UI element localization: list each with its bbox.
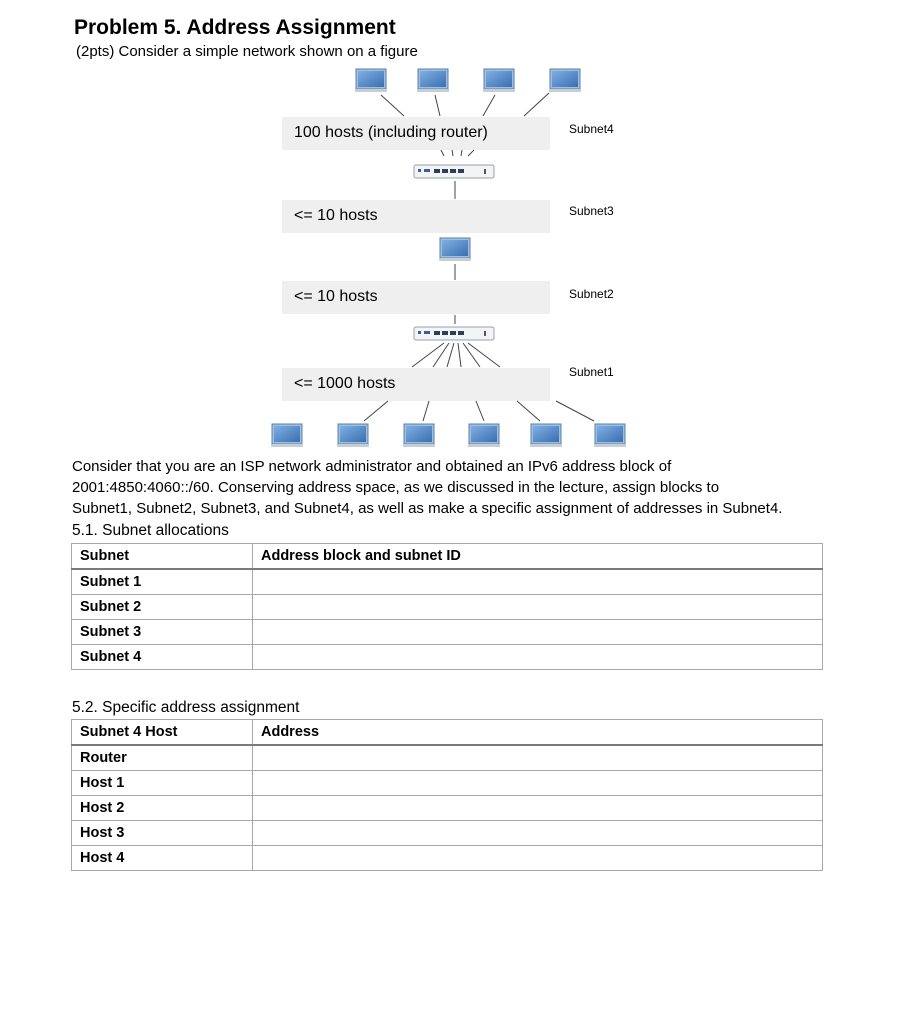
laptop-icon [403,424,435,447]
table-row [72,771,823,796]
subnet-allocations-table [71,543,823,670]
problem-intro: (2pts) Consider a simple network shown on a figure [76,43,418,60]
answer-cell[interactable] [253,595,823,620]
section-heading-specific-assignment: 5.2. Specific address assignment [72,699,300,716]
subnet4-hosts-label: 100 hosts (including router) [294,124,488,141]
row-label: Subnet 2 [72,595,253,620]
answer-cell[interactable] [253,620,823,645]
answer-cell[interactable] [253,745,823,771]
table-row [72,821,823,846]
section-heading-subnet-allocations: 5.1. Subnet allocations [72,522,229,539]
laptop-icon [594,424,626,447]
table-row [72,620,823,645]
table-header-row [72,720,823,746]
table-header-row [72,544,823,570]
laptop-icon [271,424,303,447]
row-label: Host 3 [72,821,253,846]
laptop-icon [337,424,369,447]
row-label: Subnet 1 [72,569,253,595]
subnet3-tag: Subnet3 [569,204,614,218]
laptop-icon [417,69,449,92]
answer-cell[interactable] [253,569,823,595]
row-label: Host 2 [72,796,253,821]
column-header: Subnet 4 Host [72,720,253,746]
laptop-icon [483,69,515,92]
router-icon [414,327,494,340]
laptop-icon [530,424,562,447]
diagram-svg [0,0,903,460]
subnet2-hosts-label: <= 10 hosts [294,288,378,305]
subnet2-tag: Subnet2 [569,287,614,301]
description-line: 2001:4850:4060::/60. Conserving address space, as we discussed in the lecture, assign blocks to [72,479,720,496]
row-label: Host 1 [72,771,253,796]
description-line: Subnet1, Subnet2, Subnet3, and Subnet4, as well as make a specific assignment of addresses in Subnet4. [72,500,783,517]
problem-description [72,456,852,519]
subnet1-hosts-label: <= 1000 hosts [294,375,396,392]
row-label: Subnet 4 [72,645,253,670]
answer-cell[interactable] [253,771,823,796]
subnet3-hosts-label: <= 10 hosts [294,207,378,224]
laptop-icon [549,69,581,92]
row-label: Router [72,745,253,771]
answer-cell[interactable] [253,796,823,821]
table-row [72,645,823,670]
router-icon [414,165,494,178]
subnet1-tag: Subnet1 [569,365,614,379]
table-row [72,569,823,595]
table-row [72,846,823,871]
row-label: Host 4 [72,846,253,871]
column-header: Subnet [72,544,253,570]
laptop-icon [468,424,500,447]
table-row [72,595,823,620]
subnet4-tag: Subnet4 [569,122,614,136]
column-header: Address block and subnet ID [253,544,823,570]
problem-title: Problem 5. Address Assignment [74,16,396,39]
table-row [72,745,823,771]
answer-cell[interactable] [253,645,823,670]
answer-cell[interactable] [253,846,823,871]
row-label: Subnet 3 [72,620,253,645]
table-row [72,796,823,821]
column-header: Address [253,720,823,746]
laptop-icon [355,69,387,92]
laptop-icon [439,238,471,261]
answer-cell[interactable] [253,821,823,846]
description-line: Consider that you are an ISP network administrator and obtained an IPv6 address block of [72,458,672,475]
address-assignment-table [71,719,823,871]
